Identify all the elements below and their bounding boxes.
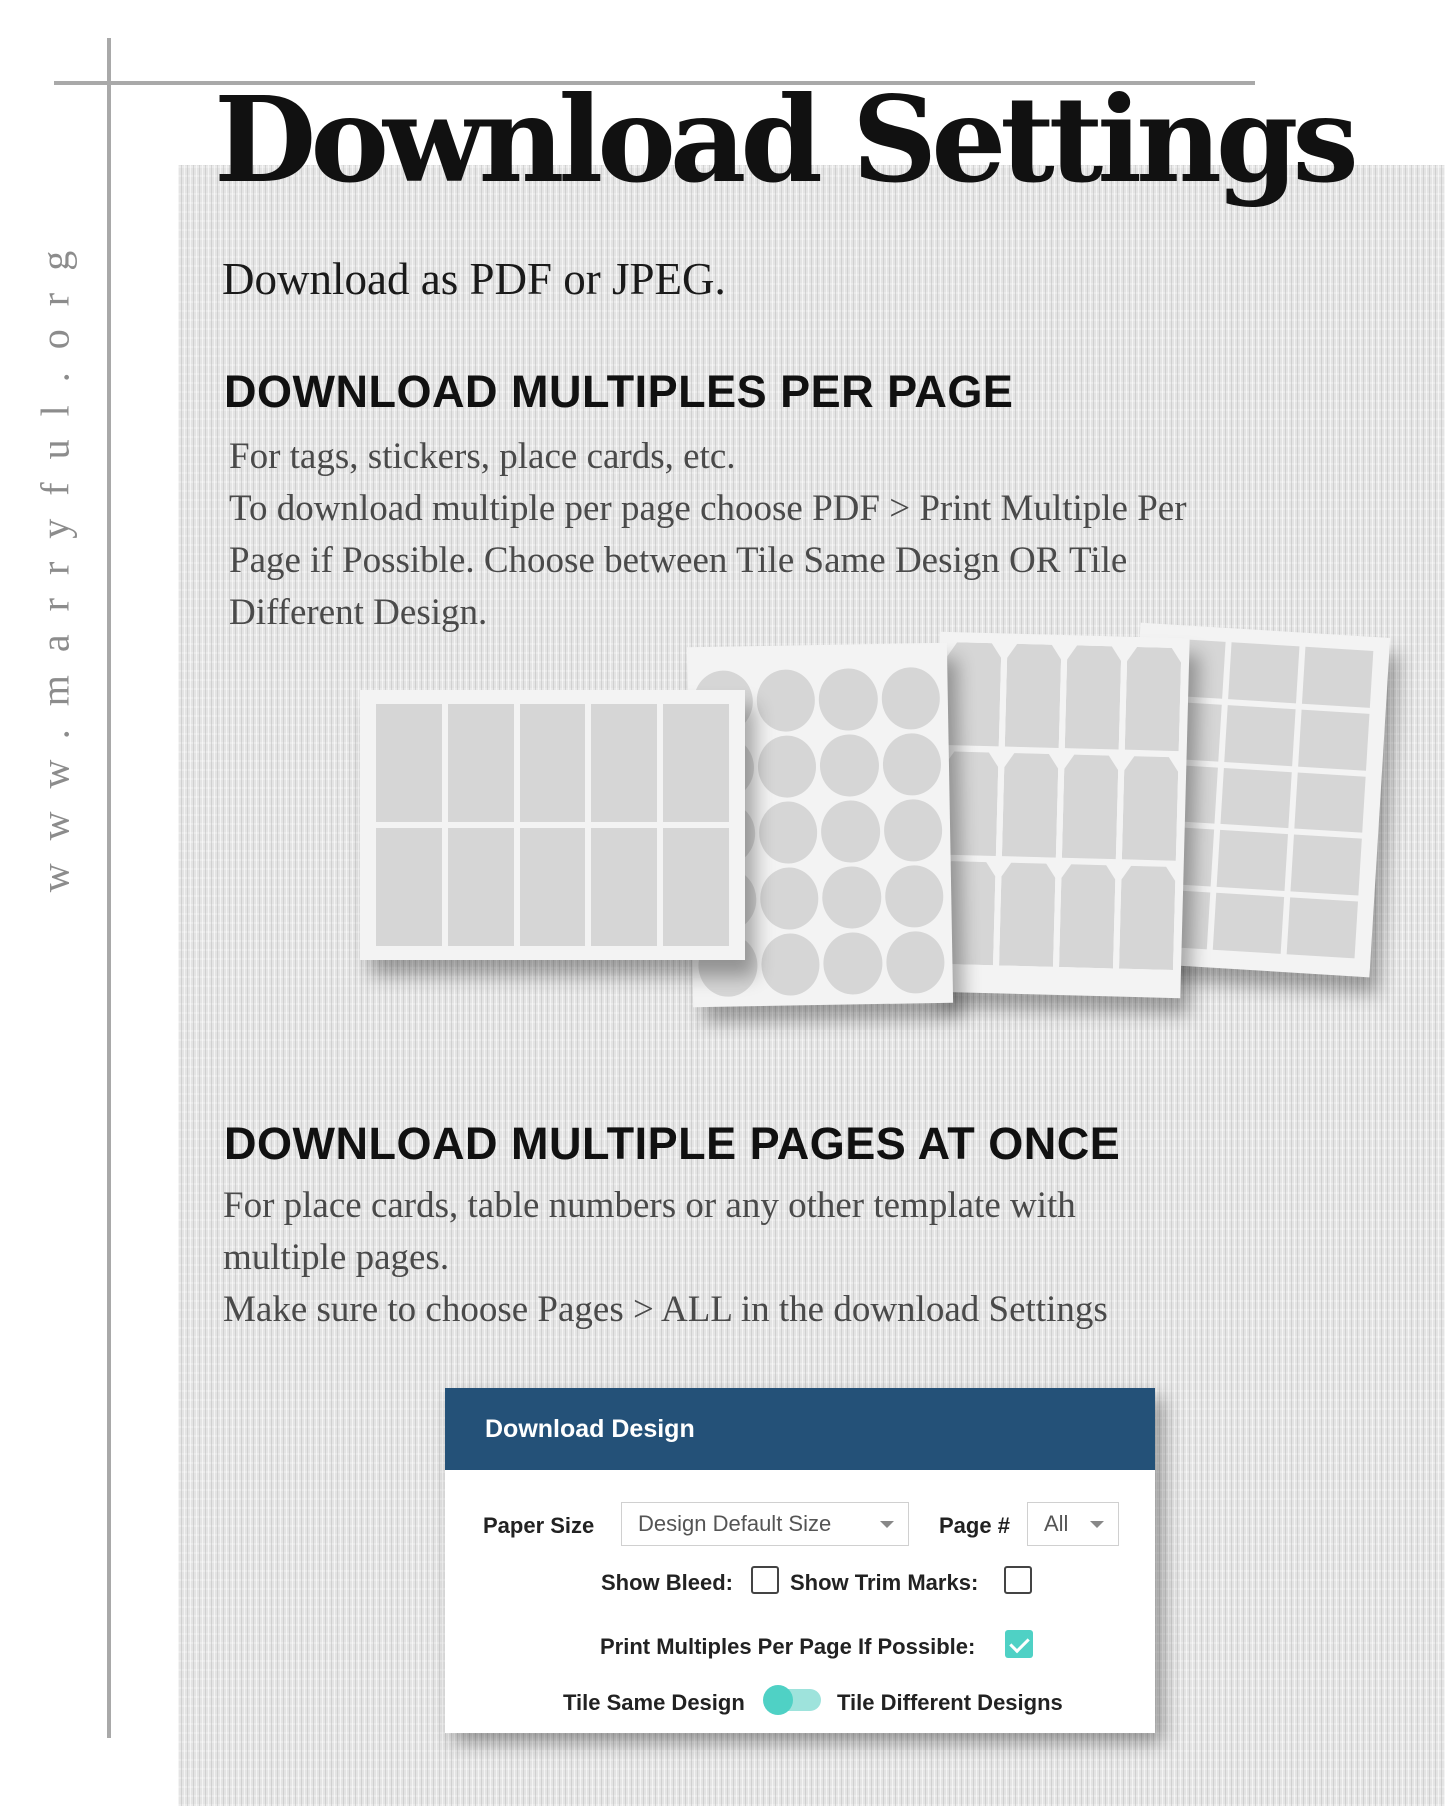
template-cell [884,865,944,928]
section-heading-multiple-pages: DOWNLOAD MULTIPLE PAGES AT ONCE [224,1118,1121,1169]
template-cell [520,828,586,946]
template-cell [376,828,442,946]
template-cell [1065,645,1122,750]
template-cell [1298,709,1369,770]
template-cell [942,751,999,856]
template-cell [883,799,943,862]
page-title: Download Settings [214,70,1353,209]
template-cell [663,704,729,822]
template-cell [1302,647,1373,708]
template-cell [760,933,820,996]
template-cell [663,828,729,946]
template-cell [885,931,945,994]
template-cell [1213,893,1284,954]
body-line: Make sure to choose Pages > ALL in the download Settings [223,1289,1108,1330]
template-cell [591,828,657,946]
template-cell [1062,754,1119,859]
show-bleed-checkbox[interactable] [751,1566,779,1594]
page-number-select[interactable] [1027,1502,1119,1546]
preview-sheet-tags [930,632,1189,998]
template-cell [1294,772,1365,833]
template-cell [818,668,878,731]
dialog-title: Download Design [485,1414,695,1443]
template-cell [1119,865,1176,970]
template-cell [1290,835,1361,896]
template-cell [448,704,514,822]
template-cell [823,932,883,995]
section-body-multiples-per-page [229,431,1409,639]
paper-size-select[interactable] [621,1502,909,1546]
template-cell [1228,642,1299,703]
show-trim-marks-label: Show Trim Marks: [790,1570,979,1595]
preview-sheet-cards [360,690,745,960]
sheet-grid [376,704,729,946]
template-cell [759,867,819,930]
template-cell [1059,864,1116,969]
template-cell [376,704,442,822]
paper-size-value: Design Default Size [638,1511,832,1536]
tile-design-toggle[interactable] [765,1689,821,1711]
template-cell [757,735,817,798]
page-subtitle: Download as PDF or JPEG. [222,254,726,304]
body-line: multiple pages. [223,1237,450,1278]
template-cell [819,734,879,797]
template-cell [1125,647,1182,752]
template-cell [999,862,1056,967]
print-multiples-checkbox[interactable] [1005,1630,1033,1658]
template-cell [1002,753,1059,858]
body-line: Page if Possible. Choose between Tile Same Design OR Tile [229,540,1128,581]
show-bleed-label: Show Bleed: [601,1570,734,1595]
template-cell [945,642,1002,747]
dialog-header [445,1388,1155,1470]
template-cell [520,704,586,822]
sheet-grid [939,642,1181,970]
template-cell [882,733,942,796]
template-cell [1005,644,1062,749]
body-line: For tags, stickers, place cards, etc. [229,436,736,477]
body-line: To download multiple per page choose PDF > Print Multiple Per [229,488,1187,529]
show-trim-marks-checkbox[interactable] [1004,1566,1032,1594]
paper-size-label: Paper Size [483,1513,595,1538]
template-cell [1220,768,1291,829]
template-cell [881,667,941,730]
template-cell [756,669,816,732]
template-cell [1224,705,1295,766]
section-heading-multiples-per-page: DOWNLOAD MULTIPLES PER PAGE [224,366,1014,417]
body-line: For place cards, table numbers or any other template with [223,1185,1076,1226]
page-number-label: Page # [939,1513,1010,1538]
print-multiples-label: Print Multiples Per Page If Possible: [600,1634,976,1659]
download-design-dialog [445,1388,1155,1733]
chevron-down-icon [880,1521,894,1528]
vertical-website-url: www.marryful.org [32,227,78,893]
template-cell [591,704,657,822]
vertical-rule [107,38,111,1738]
page-number-value: All [1044,1511,1069,1536]
template-cell [822,866,882,929]
body-line: Different Design. [229,592,488,633]
section-body-multiple-pages [223,1180,1323,1336]
template-cell [1287,898,1358,959]
template-cell [821,800,881,863]
template-cell [1122,756,1179,861]
template-cell [448,828,514,946]
tile-different-designs-label: Tile Different Designs [837,1690,1063,1715]
toggle-knob [763,1685,793,1715]
tile-same-design-label: Tile Same Design [563,1690,745,1715]
template-cell [758,801,818,864]
template-cell [1217,830,1288,891]
chevron-down-icon [1090,1521,1104,1528]
